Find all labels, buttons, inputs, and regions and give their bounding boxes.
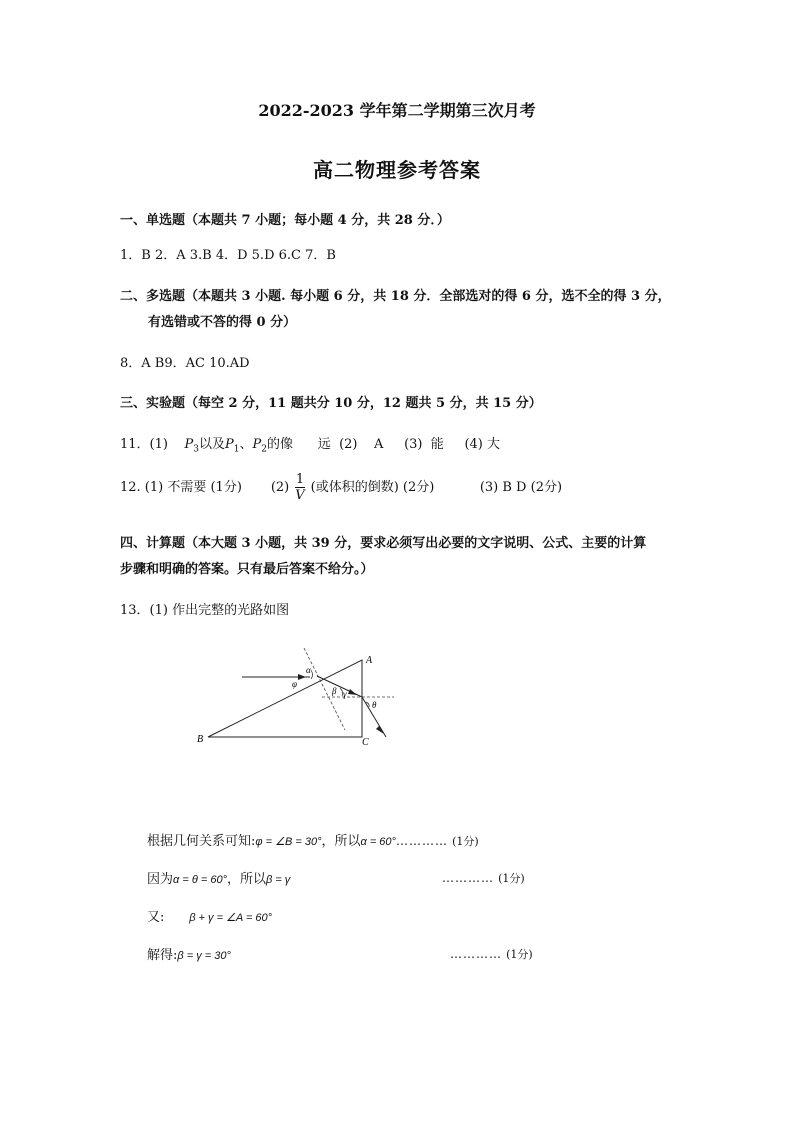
- step-2-text: 因为: [147, 872, 174, 887]
- section4-heading-line1: 四、计算题（本大题 3 小题，共 39 分，要求必须写出必要的文字说明、公式、主要的计算: [120, 536, 647, 551]
- exam-title: 2022-2023 学年第二学期第三次月考: [258, 101, 536, 120]
- step-2: [147, 868, 290, 887]
- q11-part3-label: (3): [404, 437, 423, 452]
- section2-heading-line1: 二、多选题（本题共 3 小题. 每小题 6 分，共 18 分．全部选对的得 6 分，选不全的得 3 分，: [120, 289, 671, 304]
- gamma-label: γ: [343, 689, 347, 699]
- entry-normal-line: [304, 648, 345, 730]
- step-4: [147, 944, 231, 963]
- step-2-score-group: [442, 870, 525, 886]
- section2-heading-line2: 有选错或不答的得 0 分）: [148, 315, 297, 330]
- step-4-score-group: [450, 946, 533, 962]
- step-1-mid: ，所以: [321, 834, 361, 849]
- q12-fraction-denominator: V: [295, 488, 305, 503]
- q12-part3: (3) B D (2分): [479, 480, 563, 495]
- step-3-text: 又:: [147, 910, 165, 925]
- step-4-score: (1分): [506, 948, 533, 961]
- q11-answer: [120, 433, 500, 455]
- step-1: [147, 830, 479, 849]
- alpha-arc: [311, 670, 313, 679]
- theta-label: θ: [372, 700, 377, 710]
- step-1-text: 根据几何关系可知:: [147, 834, 256, 849]
- alpha-label: α: [306, 665, 311, 675]
- q12-part1: 12. (1) 不需要 (1分): [120, 480, 242, 495]
- q11-far: 远: [317, 437, 331, 452]
- beta-label: β: [332, 686, 337, 696]
- step-2-dots: …………: [442, 871, 494, 885]
- incident-arrow-icon: [298, 674, 306, 680]
- q11-part2-answer: A: [374, 437, 384, 452]
- step-2-formula: α = θ = 60°: [173, 874, 227, 886]
- step-1-formula: φ = ∠B = 30°: [255, 836, 322, 848]
- q11-p3: P: [184, 437, 194, 452]
- step-4-dots: …………: [450, 947, 502, 961]
- step-2-formula2: β = γ: [265, 874, 291, 886]
- q13-intro: 13．(1) 作出完整的光路如图: [120, 603, 290, 618]
- q12-answer: [120, 472, 562, 503]
- step-4-formula: β = γ = 30°: [177, 950, 231, 962]
- step-3: [147, 906, 272, 925]
- q11-and: 以及: [198, 437, 225, 452]
- section1-heading: 一、单选题（本题共 7 小题；每小题 4 分，共 28 分．）: [120, 213, 450, 228]
- vertex-b-label: B: [197, 734, 204, 745]
- q12-fraction: [295, 472, 304, 503]
- prism-triangle: [208, 660, 362, 737]
- step-2-mid: ，所以: [226, 872, 266, 887]
- q12-fraction-numerator: 1: [295, 472, 305, 487]
- q11-part4: (4) 大: [464, 437, 501, 452]
- q11-image: 的像: [266, 437, 293, 452]
- section2-answers: 8．A B9．AC 10.AD: [120, 356, 250, 371]
- q11-p3-sub: 3: [193, 444, 199, 455]
- q12-part2-label: (2): [270, 480, 290, 495]
- section1-answers: 1．B 2．A 3.B 4．D 5.D 6.C 7．B: [120, 248, 336, 263]
- q11-sep: 、: [239, 437, 253, 452]
- section4-heading-line2: 步骤和明确的答案。只有最后答案不给分。）: [120, 562, 374, 577]
- q11-p2: P: [252, 437, 262, 452]
- vertex-c-label: C: [362, 737, 369, 748]
- step-4-text: 解得:: [147, 948, 178, 963]
- q11-p1-sub: 1: [233, 444, 240, 455]
- step-3-formula: β + γ = ∠A = 60°: [189, 912, 273, 924]
- q12-part2-tail: (或体积的倒数) (2分): [310, 480, 435, 495]
- q11-p2-sub: 2: [261, 444, 267, 455]
- vertex-a-label: A: [366, 655, 373, 666]
- step-1-score: (1分): [452, 835, 479, 848]
- step-1-dots: …………: [395, 834, 448, 848]
- answer-key-title: 高二物理参考答案: [313, 158, 481, 182]
- phi-label: φ: [292, 679, 297, 689]
- q11-p1: P: [225, 437, 234, 452]
- step-1-formula2: α = 60°: [360, 836, 396, 848]
- light-path-diagram: [180, 640, 420, 750]
- q11-part3-answer: 能: [430, 437, 444, 452]
- q11-number: 11．(1): [120, 437, 168, 452]
- refracted-arrow-icon: [348, 689, 357, 695]
- q11-part2-label: (2): [339, 437, 358, 452]
- section3-heading: 三、实验题（每空 2 分，11 题共分 10 分，12 题共 5 分，共 15 分）: [120, 396, 542, 411]
- step-2-score: (1分): [498, 872, 525, 885]
